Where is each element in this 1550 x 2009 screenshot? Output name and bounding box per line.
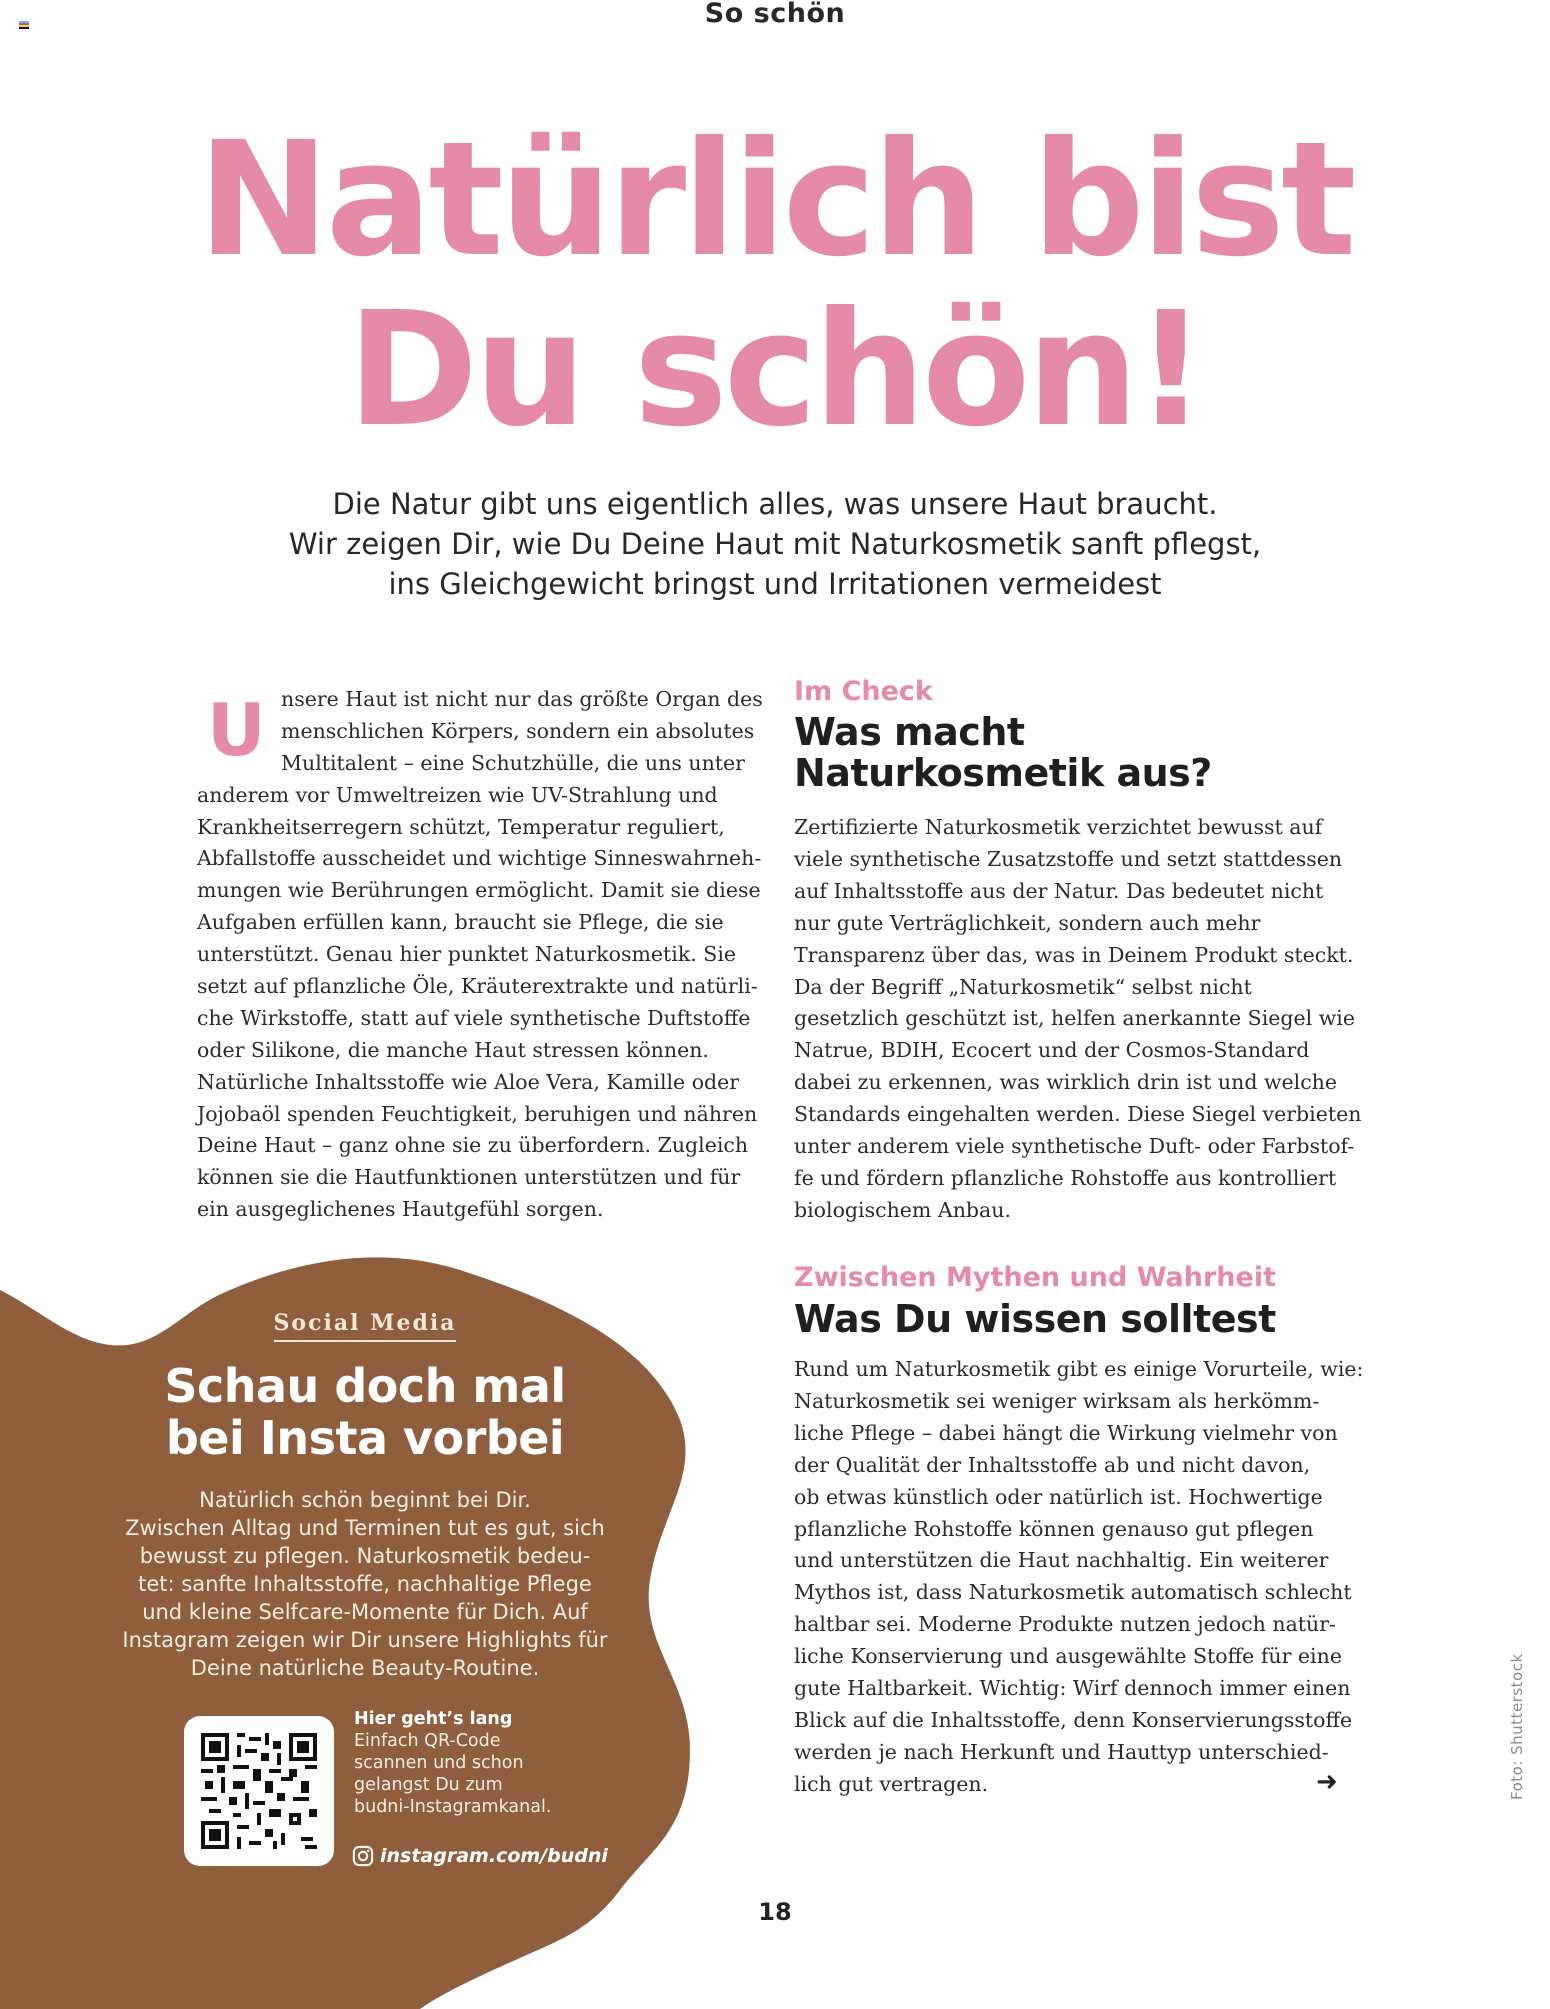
article-line: Zertifizierte Naturkosmetik verzichtet bewusst auf	[794, 815, 1323, 839]
qr-line: Einfach QR-Code	[354, 1731, 501, 1751]
article-line: Mythos ist, dass Naturkosmetik automatisch schlecht	[794, 1580, 1352, 1605]
article-line: ein ausgeglichenes Hautgefühl sorgen.	[197, 1197, 604, 1222]
article-line: mungen wie Berührungen ermöglicht. Damit sie diese	[197, 878, 761, 903]
social-title-line: bei Insta vorbei	[165, 1411, 565, 1465]
qr-code-icon	[201, 1733, 317, 1849]
social-body-line: Instagram zeigen wir Dir unsere Highlights für	[122, 1628, 608, 1652]
instagram-link-label[interactable]: instagram.com/budni	[380, 1845, 608, 1867]
intro-line: Die Natur gibt uns eigentlich alles, was unsere Haut braucht.	[332, 487, 1218, 521]
section-label: So schön	[704, 0, 846, 29]
check-kicker: Im Check	[794, 676, 933, 707]
article-line: Jojobaöl spenden Feuchtigkeit, beruhigen und nähren	[197, 1101, 758, 1126]
continue-arrow-icon[interactable]: ➜	[1316, 1767, 1338, 1797]
article-line: und unterstützen die Haut nachhaltig. Ein weiterer	[794, 1548, 1329, 1573]
article-line: viele synthetische Zusatzstoffe und setzt stattdessen	[794, 846, 1343, 871]
social-title	[0, 1360, 730, 1464]
article-line: Naturkosmetik sei weniger wirksam als herkömm-	[794, 1388, 1320, 1413]
left-article	[197, 684, 767, 1226]
check-heading-line: Naturkosmetik aus?	[794, 751, 1212, 795]
social-kicker-label: Social Media	[274, 1310, 457, 1342]
article-line: ob etwas künstlich oder natürlich ist. Hochwertige	[794, 1484, 1323, 1509]
myths-body	[794, 1354, 1364, 1801]
instagram-icon	[352, 1845, 374, 1867]
article-line: unterstützt. Genau hier punktet Naturkosmetik. Sie	[197, 942, 737, 967]
article-line: Natürliche Inhaltsstoffe wie Aloe Vera, Kamille oder	[197, 1069, 740, 1094]
intro-text	[0, 484, 1550, 604]
social-body-line: tet: sanfte Inhaltsstoffe, nachhaltige Pflege	[138, 1572, 592, 1596]
article-line: dabei zu erkennen, was wirklich drin ist und welche	[794, 1070, 1338, 1095]
article-line: lich gut vertragen.	[794, 1771, 989, 1796]
intro-line: ins Gleichgewicht bringst und Irritationen vermeidest	[388, 567, 1162, 601]
social-body-line: Zwischen Alltag und Terminen tut es gut, sich	[125, 1516, 605, 1540]
qr-instructions	[354, 1708, 551, 1818]
article-line: auf Inhaltsstoffe aus der Natur. Das bedeutet nicht	[794, 878, 1324, 903]
article-line: Transparenz über das, was in Deinem Produkt steckt.	[794, 942, 1354, 967]
headline-line-1: Natürlich bist	[197, 108, 1353, 292]
article-line: Blick auf die Inhaltsstoffe, denn Konservierungsstoffe	[794, 1707, 1353, 1732]
article-line: der Qualität der Inhaltsstoffe ab und nicht davon,	[794, 1452, 1311, 1477]
article-line: liche Pflege – dabei hängt die Wirkung vielmehr von	[794, 1420, 1338, 1445]
article-line: werden je nach Herkunft und Hauttyp unterschied-	[794, 1739, 1329, 1764]
page-number: 18	[758, 1898, 792, 1926]
article-line: setzt auf pflanzliche Öle, Kräuterextrakte und natürli-	[197, 974, 758, 999]
article-line: Krankheitserregern schützt, Temperatur reguliert,	[197, 814, 725, 839]
article-line: unter anderem viele synthetische Duft- oder Farbstof-	[794, 1134, 1355, 1159]
social-body-line: Natürlich schön beginnt bei Dir.	[199, 1488, 531, 1512]
myths-kicker: Zwischen Mythen und Wahrheit	[794, 1262, 1276, 1293]
qr-line: budni-Instagramkanal.	[354, 1797, 552, 1817]
qr-line: scannen und schon	[354, 1753, 524, 1773]
qr-heading: Hier geht’s lang	[354, 1709, 513, 1729]
article-line: Da der Begriff „Naturkosmetik“ selbst nicht	[794, 974, 1252, 999]
article-line: Deine Haut – ganz ohne sie zu überfordern. Zugleich	[197, 1133, 749, 1158]
article-line: biologischem Anbau.	[794, 1197, 1011, 1222]
intro-line: Wir zeigen Dir, wie Du Deine Haut mit Naturkosmetik sanft pflegst,	[288, 527, 1262, 561]
check-body	[794, 812, 1362, 1227]
qr-code-card[interactable]	[184, 1716, 334, 1866]
article-line: Standards eingehalten werden. Diese Siegel verbieten	[794, 1102, 1362, 1127]
check-heading-line: Was macht	[794, 710, 1025, 754]
social-body-line: bewusst zu pflegen. Naturkosmetik bedeu-	[139, 1544, 591, 1568]
article-line: gesetzlich geschützt ist, helfen anerkannte Siegel wie	[794, 1006, 1355, 1031]
article-line: liche Konservierung und ausgewählte Stoffe für eine	[794, 1644, 1342, 1669]
article-line: che Wirkstoffe, statt auf viele synthetische Duftstoffe	[197, 1005, 751, 1030]
article-line: Aufgaben erfüllen kann, braucht sie Pflege, die sie	[197, 910, 724, 935]
article-line: menschlichen Körpers, sondern ein absolutes	[281, 718, 755, 743]
article-line: können sie die Hautfunktionen unterstützen und für	[197, 1165, 741, 1190]
check-heading	[794, 712, 1212, 794]
article-line: nur gute Verträglichkeit, sondern auch mehr	[794, 910, 1261, 935]
photo-credit: Foto: Shutterstock	[1508, 1653, 1526, 1800]
article-line: Multitalent – eine Schutzhülle, die uns unter	[281, 750, 745, 775]
article-line: anderem vor Umweltreizen wie UV-Strahlung und	[197, 782, 718, 807]
myths-heading: Was Du wissen solltest	[794, 1297, 1276, 1341]
social-title-line: Schau doch mal	[164, 1359, 566, 1413]
article-line: fe und fördern pflanzliche Rohstoffe aus kontrolliert	[794, 1165, 1337, 1190]
article-line: gute Haltbarkeit. Wichtig: Wirf dennoch immer einen	[794, 1676, 1351, 1701]
social-body	[0, 1486, 730, 1682]
instagram-link[interactable]	[352, 1845, 608, 1867]
article-line: Rund um Naturkosmetik gibt es einige Vorurteile, wie:	[794, 1357, 1364, 1381]
social-body-line: Deine natürliche Beauty-Routine.	[190, 1656, 540, 1680]
social-body-line: und kleine Selfcare-Momente für Dich. Auf	[142, 1600, 588, 1624]
article-line: pflanzliche Rohstoffe können genauso gut pflegen	[794, 1516, 1314, 1541]
qr-line: gelangst Du zum	[354, 1775, 503, 1795]
article-line: oder Silikone, die manche Haut stressen können.	[197, 1037, 709, 1062]
headline-line-2: Du schön!	[347, 278, 1203, 462]
article-line: Natrue, BDIH, Ecocert und der Cosmos-Standard	[794, 1038, 1310, 1063]
article-line: nsere Haut ist nicht nur das größte Organ des	[281, 687, 763, 711]
article-line: haltbar sei. Moderne Produkte nutzen jedoch natür-	[794, 1612, 1336, 1637]
social-kicker	[0, 1310, 730, 1336]
article-line: Abfallstoffe ausscheidet und wichtige Sinneswahrneh-	[197, 846, 762, 871]
drop-cap: U	[207, 688, 266, 772]
